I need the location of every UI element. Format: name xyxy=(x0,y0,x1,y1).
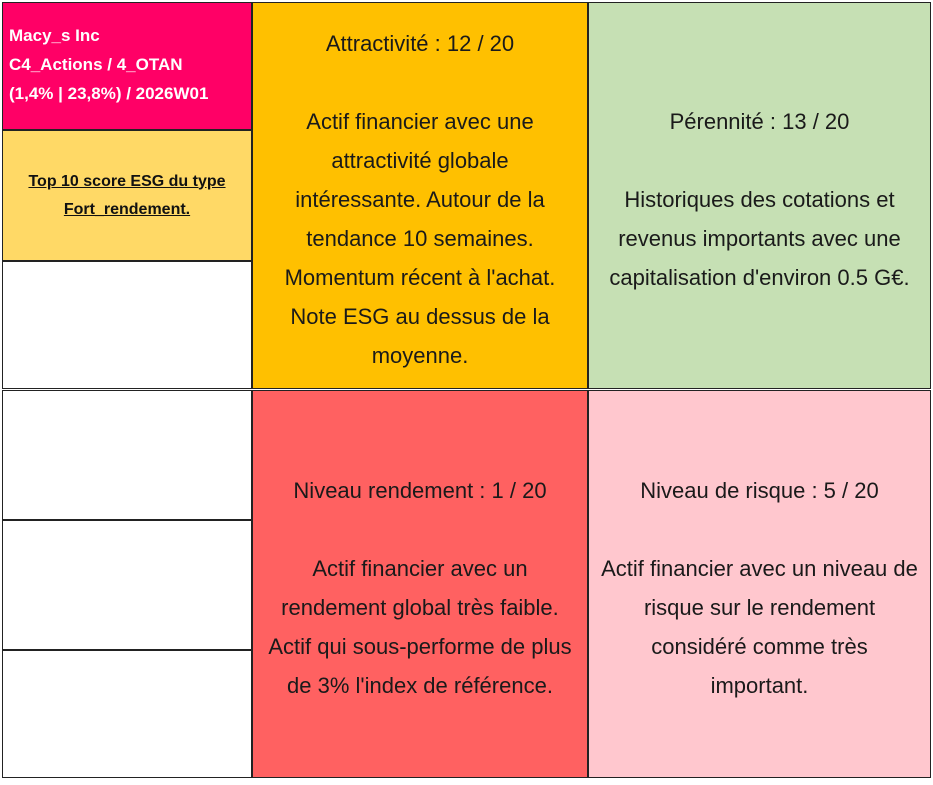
rendement-text xyxy=(268,549,571,705)
risque-title: Niveau de risque : 5 / 20 xyxy=(640,478,879,503)
rendement-line: rendement global très faible. xyxy=(281,595,559,620)
attractivite-cell xyxy=(252,2,588,389)
esg-label-cell xyxy=(2,130,252,261)
risque-text xyxy=(601,549,918,705)
empty-cell-4 xyxy=(2,650,252,778)
empty-cell-2 xyxy=(2,390,252,520)
attractivite-line: attractivité globale xyxy=(331,148,509,173)
esg-label-line2: Fort_rendement. xyxy=(63,200,191,218)
risque-cell xyxy=(588,390,931,778)
empty-cell-3 xyxy=(2,520,252,650)
risque-line: considéré comme très xyxy=(651,634,868,659)
attractivite-line: intéressante. Autour de la xyxy=(295,187,545,212)
perennite-text xyxy=(609,180,909,297)
rendement-line: Actif qui sous-performe de plus xyxy=(268,634,572,659)
risque-line: risque sur le rendement xyxy=(643,595,876,620)
rendement-title: Niveau rendement : 1 / 20 xyxy=(293,478,547,503)
risque-line: Actif financier avec un niveau de xyxy=(601,556,918,581)
stats-label: (1,4% | 23,8%) / 2026W01 xyxy=(9,84,209,103)
category-label: C4_Actions / 4_OTAN xyxy=(9,55,183,74)
attractivite-line: Note ESG au dessus de la xyxy=(290,304,550,329)
company-name: Macy_s Inc xyxy=(9,26,100,45)
risque-line: important. xyxy=(710,673,809,698)
perennite-title: Pérennité : 13 / 20 xyxy=(669,109,850,134)
attractivite-line: tendance 10 semaines. xyxy=(306,226,534,251)
rendement-line: Actif financier avec un xyxy=(312,556,528,581)
perennite-cell xyxy=(588,2,931,389)
perennite-line: revenus importants avec une xyxy=(618,226,901,251)
rendement-line: de 3% l'index de référence. xyxy=(287,673,553,698)
attractivite-line: Actif financier avec une xyxy=(306,109,534,134)
header-cell xyxy=(2,2,252,130)
empty-cell-1 xyxy=(2,261,252,389)
perennite-line: capitalisation d'environ 0.5 G€. xyxy=(609,265,910,290)
rendement-cell xyxy=(252,390,588,778)
perennite-line: Historiques des cotations et xyxy=(624,187,895,212)
attractivite-line: Momentum récent à l'achat. xyxy=(284,265,556,290)
attractivite-text xyxy=(285,102,556,375)
attractivite-line: moyenne. xyxy=(371,343,469,368)
attractivite-title: Attractivité : 12 / 20 xyxy=(325,31,515,56)
esg-label-line1: Top 10 score ESG du type xyxy=(28,172,226,190)
